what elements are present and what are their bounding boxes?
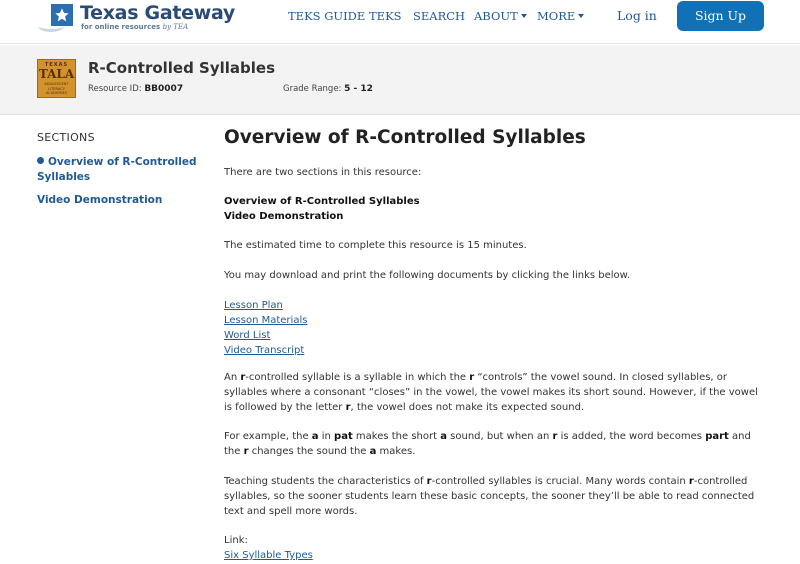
tala-logo-top: TEXAS: [44, 62, 69, 68]
sidebar-item-video-demonstration[interactable]: Video Demonstration: [37, 194, 163, 206]
video-transcript-link[interactable]: Video Transcript: [224, 345, 305, 356]
section-list: [224, 194, 769, 224]
section-list-item: Video Demonstration: [224, 211, 344, 222]
nav-more[interactable]: MORE: [537, 9, 584, 23]
top-navigation-bar: [0, 0, 800, 44]
logo-subtitle: for online resources by TEA: [81, 23, 189, 31]
logo-title: Texas Gateway: [80, 2, 235, 24]
signup-button[interactable]: Sign Up: [677, 1, 764, 31]
login-link[interactable]: Log in: [617, 8, 657, 23]
chevron-down-icon: [578, 14, 584, 18]
six-syllable-types-link[interactable]: Six Syllable Types: [224, 550, 313, 561]
time-estimate: The estimated time to complete this resource is 15 minutes.: [224, 240, 527, 251]
link-label: Link:: [224, 535, 248, 546]
lesson-plan-link[interactable]: Lesson Plan: [224, 300, 283, 311]
paragraph-example: For example, the a in pat makes the short a sound, but when an r is added, the word becomes part and the r changes the sound the a makes.: [224, 431, 751, 457]
main-content: [224, 125, 769, 561]
sidebar-item-overview[interactable]: Overview of R-Controlled Syllables: [37, 156, 197, 183]
paragraph-definition: An r-controlled syllable is a syllable in which the r “controls” the vowel sound. In closed syllables, or syllables where a consonant “closes” in the vowel, the vowel makes its short sound. However, if the vowel is followed by the letter r, the vowel does not make its expected sound.: [224, 372, 758, 413]
grade-range: Grade Range: 5 - 12: [283, 84, 373, 94]
sections-heading: SECTIONS: [37, 131, 95, 144]
nav-search[interactable]: SEARCH: [413, 9, 466, 23]
star-icon: [51, 4, 73, 26]
nav-teks[interactable]: TEKS: [369, 9, 402, 23]
word-list-link[interactable]: Word List: [224, 330, 271, 341]
nav-teks-guide[interactable]: TEKS GUIDE: [288, 9, 366, 23]
download-instructions: You may download and print the following documents by clicking the links below.: [224, 270, 631, 281]
lesson-materials-link[interactable]: Lesson Materials: [224, 315, 308, 326]
tala-logo-bottom: ADOLESCENT LITERACY ACADEMIES: [44, 82, 69, 95]
tala-logo-text: TALA: [38, 67, 75, 81]
chevron-down-icon: [521, 14, 527, 18]
nav-about[interactable]: ABOUT: [474, 9, 527, 23]
resource-title: R-Controlled Syllables: [88, 59, 276, 77]
intro-text: There are two sections in this resource:: [224, 167, 422, 178]
section-list-item: Overview of R-Controlled Syllables: [224, 196, 420, 207]
tala-logo: [37, 59, 76, 98]
paragraph-teaching: Teaching students the characteristics of r-controlled syllables is crucial. Many words contain r-controlled syllables, so the sooner students learn these basic concepts, the sooner they’ll be able to read connected text and spell more words.: [224, 476, 755, 517]
document-links: [224, 298, 769, 358]
active-bullet-icon: [37, 157, 44, 164]
resource-banner: [0, 45, 800, 115]
link-section: [224, 533, 769, 563]
page-title: Overview of R-Controlled Syllables: [224, 127, 586, 148]
resource-id: Resource ID: BB0007: [88, 84, 184, 94]
